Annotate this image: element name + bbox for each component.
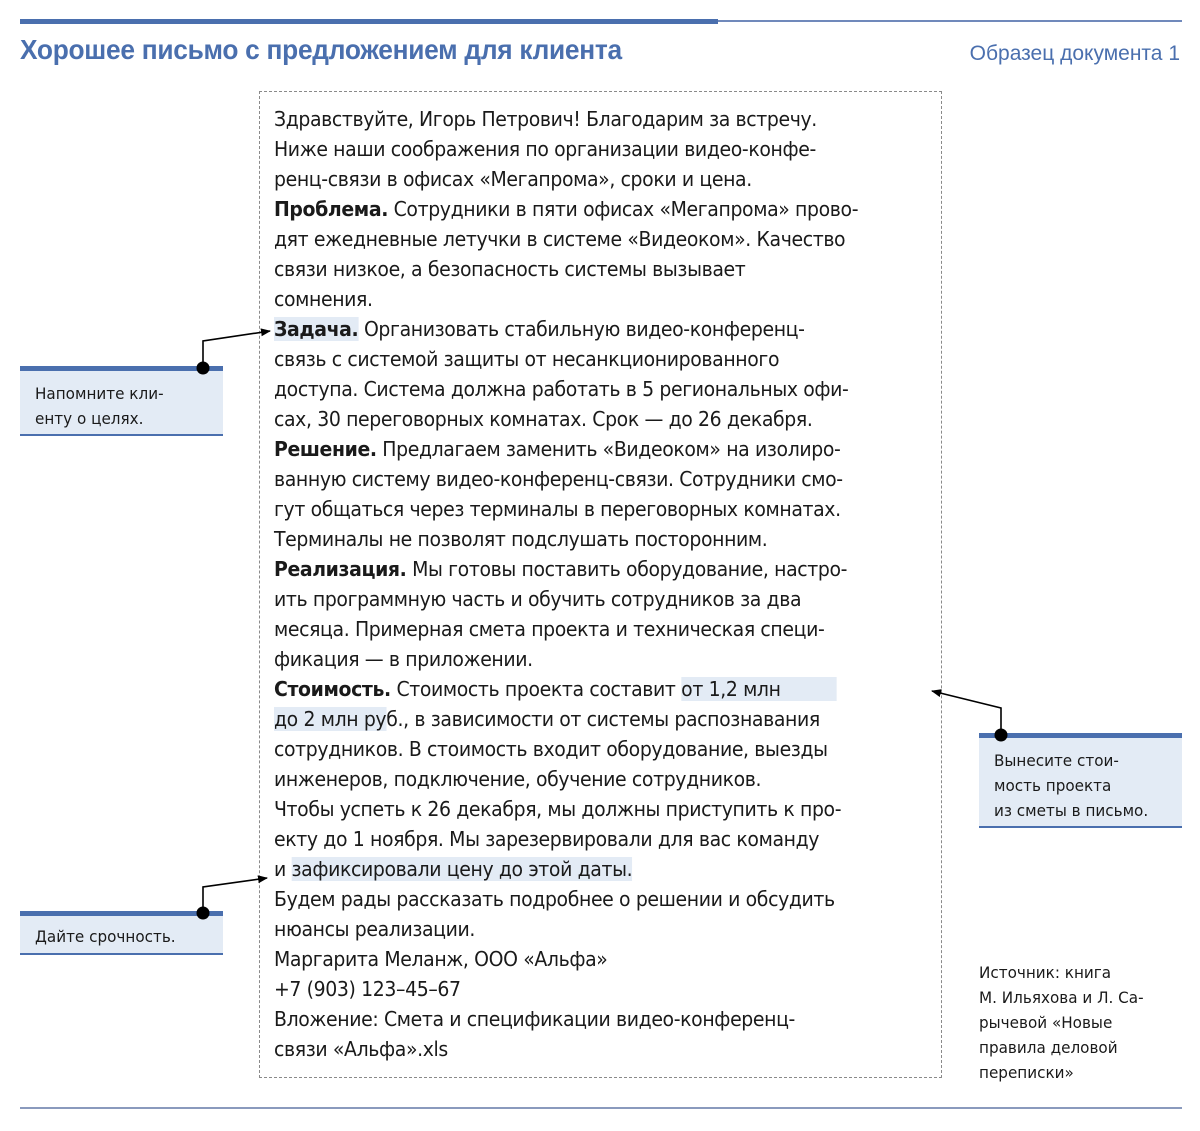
letter-line [274,1034,934,1064]
footer-rule [20,1107,1182,1109]
source-line: рычевой «Новые [979,1013,1113,1032]
callout-remind-goals [20,366,223,436]
letter-line [274,404,934,434]
letter-line [274,704,934,734]
letter-line [274,194,934,224]
callout-line: енту о целях. [35,409,144,428]
letter-line [274,824,934,854]
letter-line [274,554,934,584]
letter-line [274,884,934,914]
highlighted-text: зафиксировали цену до этой даты. [291,857,633,881]
letter-text: Мы готовы поставить оборудование, настро- [406,557,848,581]
letter-text: Сотрудники в пяти офисах «Мегапрома» прово- [387,197,859,221]
letter-text: Терминалы не позволят подслушать посторонним. [274,527,768,551]
section-heading: Реализация. [274,557,407,581]
letter-line [274,584,934,614]
callout-line: Напомните кли- [35,384,164,403]
letter-line [274,974,934,1004]
letter-line [274,494,934,524]
source-citation [979,960,1144,1085]
letter-text: б., в зависимости от системы распознавания [386,707,820,731]
letter-text: ить программную часть и обучить сотрудников за два [274,587,802,611]
letter-text: связь с системой защиты от несанкционированного [274,347,780,371]
letter-line [274,794,934,824]
page-title: Хорошее письмо с предложением для клиента [20,34,622,65]
header-rule-thick [20,19,718,24]
letter-line [274,764,934,794]
letter-line [274,374,934,404]
letter-text: сотрудников. В стоимость входит оборудование, выезды [274,737,828,761]
callout-urgency [20,911,223,955]
letter-line [274,134,934,164]
callout-line: мость проекта [994,776,1112,795]
section-heading: Проблема. [274,197,388,221]
source-line: М. Ильяхова и Л. Са- [979,988,1144,1007]
section-heading: Задача. [274,317,359,341]
section-heading: Стоимость. [274,677,391,701]
letter-line [274,434,934,464]
letter-line [274,254,934,284]
letter-frame [259,91,942,1078]
letter-text: дят ежедневные летучки в системе «Видеоком». Качество [274,227,846,251]
letter-text: Вложение: Смета и спецификации видео-конференц- [274,1007,796,1031]
letter-text: фикация — в приложении. [274,647,533,671]
letter-text: екту до 1 ноября. Мы зарезервировали для вас команду [274,827,820,851]
letter-text: ренц-связи в офисах «Мегапрома», сроки и цена. [274,167,752,191]
letter-text: связи низкое, а безопасность системы вызывает [274,257,746,281]
letter-text: Ниже наши соображения по организации видео-конфе- [274,137,816,161]
letter-text: нюансы реализации. [274,917,476,941]
letter-line [274,464,934,494]
letter-text: гут общаться через терминалы в переговорных комнатах. [274,497,841,521]
letter-text: и [274,857,292,881]
letter-text: Будем рады рассказать подробнее о решении и обсудить [274,887,835,911]
document-sample-label: Образец документа 1 [969,42,1180,65]
letter-text: связи «Альфа».xls [274,1037,448,1061]
letter-text: месяца. Примерная смета проекта и техническая специ- [274,617,825,641]
letter-line [274,914,934,944]
letter-text: Чтобы успеть к 26 декабря, мы должны приступить к про- [274,797,842,821]
source-line: переписки» [979,1063,1074,1082]
highlighted-text: до 2 млн ру [274,707,387,731]
highlighted-text: от 1,2 млн [681,677,837,701]
letter-line [274,164,934,194]
letter-text: доступа. Система должна работать в 5 региональных офи- [274,377,849,401]
callout-move-cost [979,733,1182,828]
letter-body [274,104,934,1064]
letter-line [274,674,934,704]
section-heading: Решение. [274,437,377,461]
letter-text: ванную систему видео-конференц-связи. Сотрудники смо- [274,467,843,491]
letter-line [274,734,934,764]
letter-line [274,944,934,974]
letter-line [274,314,934,344]
callout-line: Вынесите стои- [994,751,1119,770]
letter-text: Стоимость проекта составит [390,677,682,701]
header-rule-thin [718,20,1182,22]
source-line: правила деловой [979,1038,1118,1057]
letter-text: сах, 30 переговорных комнатах. Срок — до 26 декабря. [274,407,813,431]
letter-line [274,854,934,884]
letter-line [274,524,934,554]
letter-text: инженеров, подключение, обучение сотрудников. [274,767,762,791]
letter-line [274,224,934,254]
letter-text: Здравствуйте, Игорь Петрович! Благодарим за встречу. [274,107,817,131]
callout-line: Дайте срочность. [35,927,176,946]
letter-line [274,644,934,674]
letter-line [274,1004,934,1034]
letter-text: Маргарита Меланж, ООО «Альфа» [274,947,608,971]
letter-text: Предлагаем заменить «Видеоком» на изолиро- [376,437,841,461]
letter-text: Организовать стабильную видео-конференц- [358,317,805,341]
callout-line: из сметы в письмо. [994,801,1149,820]
letter-line [274,284,934,314]
letter-text: +7 (903) 123–45–67 [274,977,461,1001]
letter-text: сомнения. [274,287,373,311]
source-line: Источник: книга [979,963,1112,982]
letter-line [274,104,934,134]
letter-line [274,344,934,374]
letter-line [274,614,934,644]
